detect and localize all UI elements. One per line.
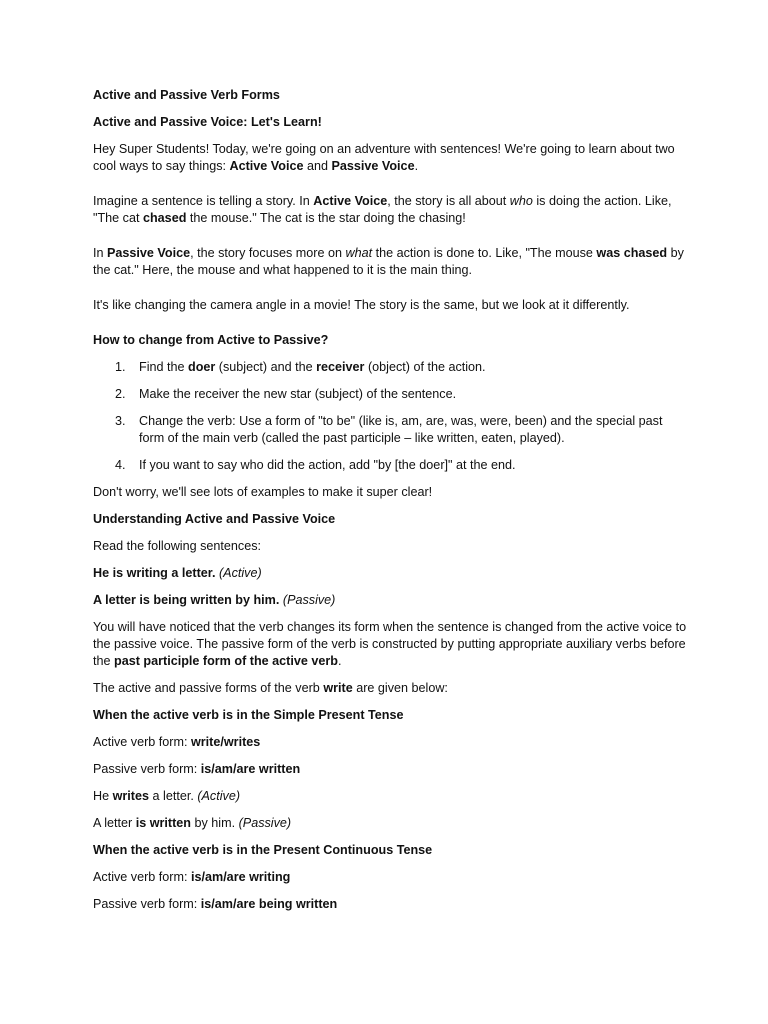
list-number: 2. <box>115 387 126 401</box>
understanding-heading: Understanding Active and Passive Voice <box>93 512 336 526</box>
simple-present-passive-example: A letter is written by him. (Passive) <box>93 816 292 830</box>
simple-present-heading: When the active verb is in the Simple Present Tense <box>93 708 404 722</box>
list-number: 3. <box>115 414 126 428</box>
simple-present-active-form: Active verb form: write/writes <box>93 735 261 749</box>
conversion-steps-list <box>93 359 688 474</box>
camera-angle-paragraph: It's like changing the camera angle in a movie! The story is the same, but we look at it differently. <box>93 298 630 312</box>
example-active-sentence: He is writing a letter. (Active) <box>93 566 262 580</box>
dont-worry-paragraph: Don't worry, we'll see lots of examples to make it super clear! <box>93 485 433 499</box>
list-item: 2. Make the receiver the new star (subject) of the sentence. <box>115 387 457 401</box>
read-following-text: Read the following sentences: <box>93 539 262 553</box>
document-page <box>93 87 688 923</box>
intro-paragraph: Hey Super Students! Today, we're going on an adventure with sentences! We're going to learn about two cool ways to say things: Active Voice and Passive Voice. <box>93 142 675 173</box>
simple-present-passive-form: Passive verb form: is/am/are written <box>93 762 301 776</box>
list-item: 1. Find the doer (subject) and the receiver (object) of the action. <box>115 360 486 374</box>
present-continuous-active-form: Active verb form: is/am/are writing <box>93 870 291 884</box>
example-passive-sentence: A letter is being written by him. (Passive) <box>93 593 336 607</box>
how-to-change-heading: How to change from Active to Passive? <box>93 333 329 347</box>
list-number: 1. <box>115 360 126 374</box>
active-voice-explanation: Imagine a sentence is telling a story. In Active Voice, the story is all about who is doing the action. Like, "The cat chased the mouse." The cat is the star doing the chasing! <box>93 194 672 225</box>
present-continuous-heading: When the active verb is in the Present Continuous Tense <box>93 843 433 857</box>
simple-present-active-example: He writes a letter. (Active) <box>93 789 241 803</box>
list-item: 3. Change the verb: Use a form of "to be" (like is, am, are, was, were, been) and the special past form of the main verb (called the past participle – like written, eaten, played). <box>115 414 663 445</box>
verb-forms-intro: The active and passive forms of the verb write are given below: <box>93 681 448 695</box>
list-item: 4. If you want to say who did the action, add "by [the doer]" at the end. <box>115 458 516 472</box>
section-heading-lets-learn: Active and Passive Voice: Let's Learn! <box>93 115 322 129</box>
present-continuous-passive-form: Passive verb form: is/am/are being written <box>93 897 338 911</box>
list-number: 4. <box>115 458 126 472</box>
document-title: Active and Passive Verb Forms <box>93 88 280 102</box>
verb-change-paragraph: You will have noticed that the verb changes its form when the sentence is changed from the active voice to the passive voice. The passive form of the verb is constructed by putting appropriate auxiliary verbs before the past participle form of the active verb. <box>93 620 687 668</box>
passive-voice-explanation: In Passive Voice, the story focuses more on what the action is done to. Like, "The mouse was chased by the cat." Here, the mouse and what happened to it is the main thing. <box>93 246 684 277</box>
